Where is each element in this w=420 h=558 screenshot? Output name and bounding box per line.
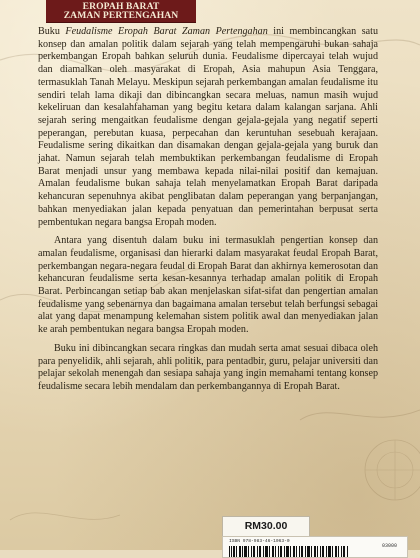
barcode-icon (229, 546, 349, 557)
isbn-number: ISBN 978-983-46-1063-0 (229, 539, 290, 544)
blurb-paragraph-2: Antara yang disentuh dalam buku ini termasuklah pengertian konsep dan amalan feudalisme, organisasi dan hierarki dalam masyarakat feudal Eropah Barat, perkembangan negara-negara feudal di Eropah Barat dan akhirnya kemerosotan dan kehancuran feudalisme serta kesan-kesannya terhadap amalan politik di Eropah Barat. Perbincangan setiap bab akan menjelaskan sifat-sifat dan pengertian amalan feudalisme yang sebenarnya dan bagaimana amalan tersebut telah berfungsi sebagai alat yang dapat menampung kelemahan sistem politik awal dan menyediakan jalan ke arah pembentukan negara bangsa Eropah moden. (38, 235, 378, 336)
p1-lead: Buku (38, 26, 66, 37)
price-code: 03000 (381, 543, 397, 549)
book-title-italic: Feudalisme Eropah Barat Zaman Pertengahan (65, 26, 268, 37)
banner-line-1: EROPAH BARAT (82, 1, 160, 12)
price-label: RM30.00 (244, 520, 288, 532)
series-title-banner (46, 0, 196, 23)
blurb-paragraph-3: Buku ini dibincangkan secara ringkas dan mudah serta amat sesuai dibaca oleh para penyelidik, ahli sejarah, ahli politik, para pentadbir, guru, pelajar universiti dan pelajar sekolah menengah dan sesiapa sahaja yang ingin memahami tentang konsep feudalisme secara lebih mendalam dan perkembangannya di Eropah Barat. (38, 342, 378, 392)
banner-line-2: ZAMAN PERTENGAHAN (63, 10, 179, 21)
blurb-text (38, 26, 378, 400)
price-sticker (222, 516, 310, 538)
p1-rest: ini membincangkan satu konsep dan amalan politik dalam sejarah yang telah mempengaruhi bukan sahaja perkembangan Eropah bahkan seluruh dunia. Feudalisme dipercayai telah wujud dan diamalkan oleh masyarakat di Eropah, Asia mahupun Asia Tenggara, termasuklah Tanah Melayu. Meskipun sejarah perkembangan amalan feudalisme itu sendiri telah lama dikaji dan dibincangkan secara meluas, namun masih wujud kekeliruan dan kesalahfahaman yang begitu ketara dalam kalangan sarjana. Ahli sejarah sering mengaitkan feudalisme dengan gejala-gejala yang negatif seperti peperangan, perebutan kuasa, perpecahan dan keruntuhan sesebuah kerajaan. Feudalisme sering dikaitkan dan disamakan dengan gejala-gejala yang buruk dan jahat. Namun sejarah telah membuktikan perkembangan feudalisme di Eropah Barat menjadi unsur yang membawa kepada nilai-nilai positif dan kemajuan. Amalan feudalisme bukan sahaja telah menyelamatkan Eropah Barat daripada kehancuran sepenuhnya akibat penglibatan dalam peperangan yang berpanjangan, bahkan menyediakan jalan kepada penyatuan dan pemerintahan berpusat serta pembentukan negara bangsa Eropah moden. (38, 26, 378, 228)
barcode-block (222, 536, 408, 558)
blurb-paragraph-1 (38, 26, 378, 229)
